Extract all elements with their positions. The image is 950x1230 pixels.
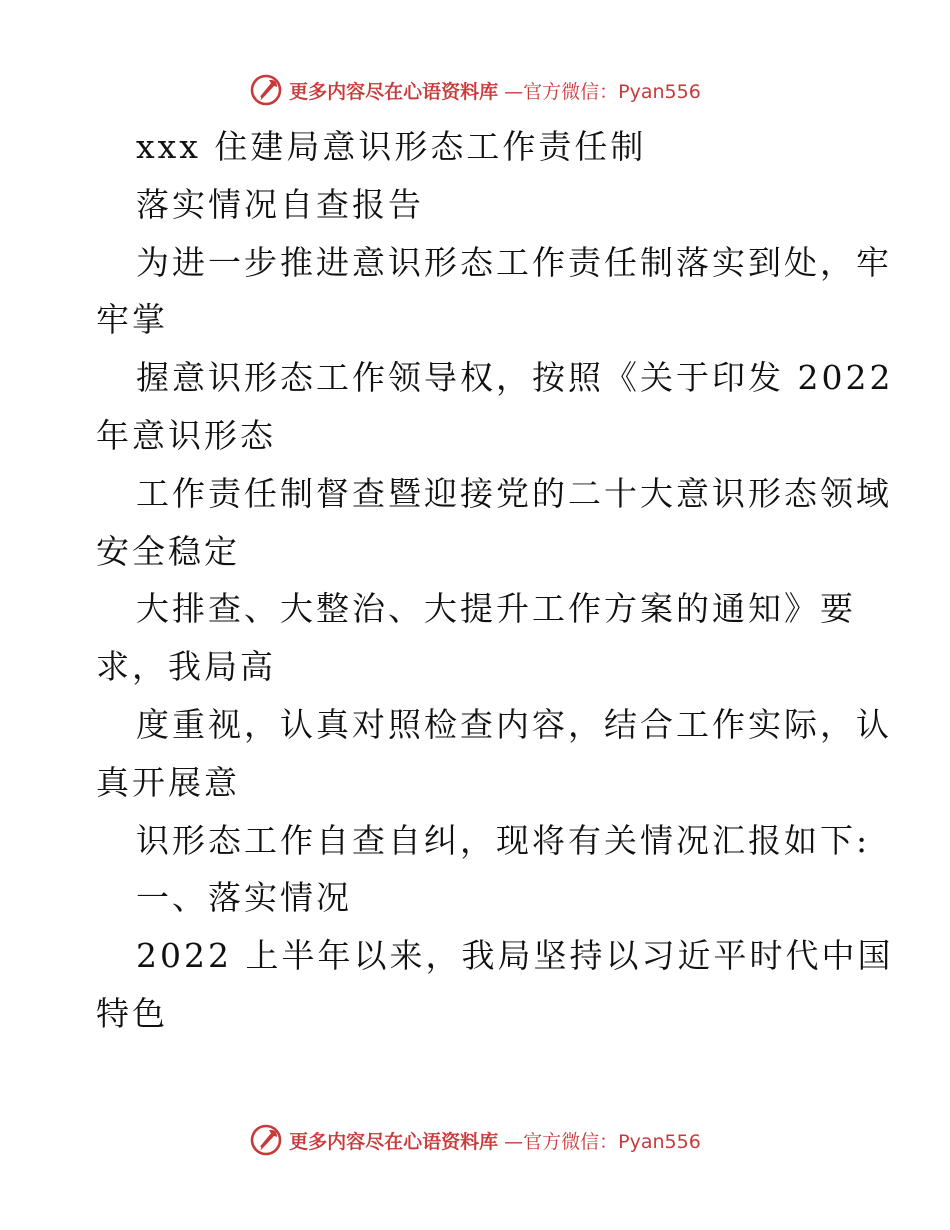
document-line: 为进一步推进意识形态工作责任制落实到处，牢	[136, 242, 892, 282]
watermark-suffix: —官方微信：Pyan556	[504, 1130, 701, 1153]
document-line: 握意识形态工作领导权，按照《关于印发 2022	[136, 358, 894, 398]
header-watermark	[0, 70, 950, 110]
document-line: 识形态工作自查自纠，现将有关情况汇报如下:	[136, 820, 871, 860]
watermark-suffix: —官方微信：Pyan556	[504, 80, 701, 103]
document-line: 特色	[96, 993, 168, 1033]
footer-watermark	[0, 1120, 950, 1160]
quill-logo-icon	[249, 1123, 283, 1157]
document-line: 年意识形态	[96, 415, 276, 455]
document-line: 求，我局高	[96, 647, 276, 687]
document-line: xxx 住建局意识形态工作责任制	[136, 127, 647, 166]
document-line: 安全稳定	[96, 531, 240, 571]
document-line: 工作责任制督查暨迎接党的二十大意识形态领域	[136, 473, 892, 513]
document-line: 落实情况自查报告	[136, 184, 424, 224]
document-line: 真开展意	[96, 762, 240, 802]
section-heading: 一、落实情况	[136, 878, 352, 918]
document-line: 2022 上半年以来，我局坚持以习近平时代中国	[136, 936, 894, 976]
document-body	[96, 118, 894, 1043]
watermark-text: 更多内容尽在心语资料库	[289, 80, 499, 103]
document-line: 大排查、大整治、大提升工作方案的通知》要	[136, 589, 856, 629]
document-line: 度重视，认真对照检查内容，结合工作实际，认	[136, 704, 892, 744]
document-line: 牢掌	[96, 300, 168, 340]
watermark-text: 更多内容尽在心语资料库	[289, 1130, 499, 1153]
quill-logo-icon	[249, 73, 283, 107]
